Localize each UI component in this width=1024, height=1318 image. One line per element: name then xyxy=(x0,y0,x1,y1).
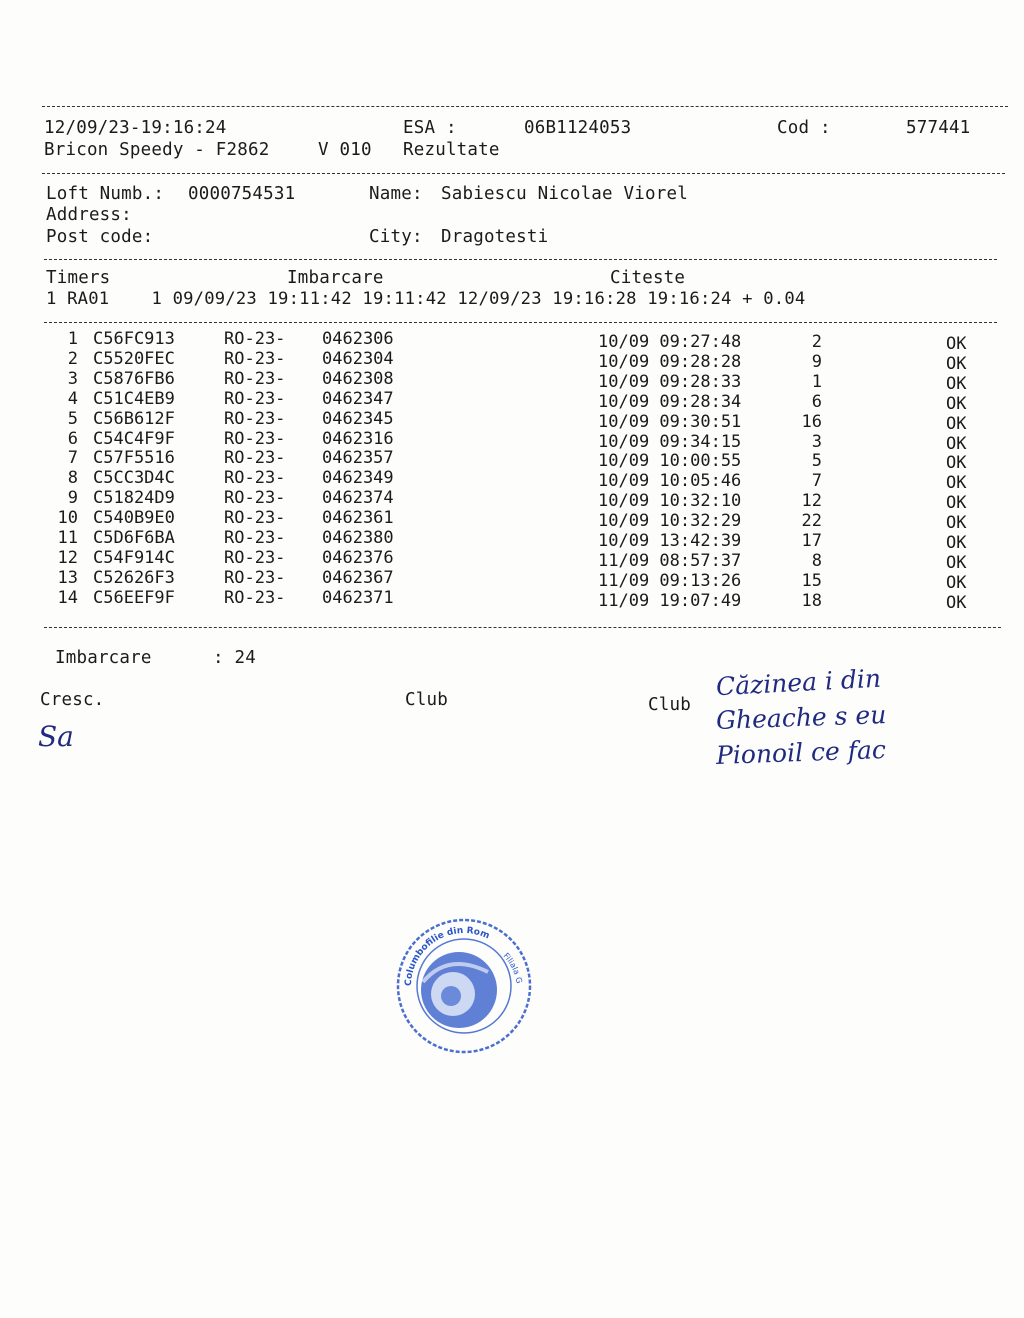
result-row-status: OK xyxy=(946,493,967,514)
result-row-position: 3 xyxy=(811,431,822,452)
result-row-number: 3 xyxy=(67,368,78,389)
table-row xyxy=(0,508,1024,534)
loft-name-label: Name: xyxy=(369,184,423,204)
timers-citeste-label: Citeste xyxy=(610,268,686,288)
result-row-position: 5 xyxy=(811,451,822,472)
result-row-ring-prefix: RO-23- xyxy=(224,547,286,568)
result-row-chip: C56B612F xyxy=(93,408,175,429)
result-row-arrival: 11/09 08:57:37 xyxy=(598,550,742,571)
result-row-ring-prefix: RO-23- xyxy=(224,428,286,449)
result-row-number: 13 xyxy=(57,567,78,588)
result-row-status: OK xyxy=(946,334,967,354)
result-row-ring-prefix: RO-23- xyxy=(224,587,286,608)
result-row-position: 15 xyxy=(801,570,822,591)
separator-timers xyxy=(44,322,997,323)
result-row-chip: C5D6F6BA xyxy=(93,528,175,548)
result-row-position: 12 xyxy=(801,491,822,512)
result-row-ring: 0462308 xyxy=(322,368,394,389)
result-row-arrival: 10/09 09:28:28 xyxy=(598,351,742,372)
result-row-status: OK xyxy=(946,413,967,434)
header-datetime: 12/09/23-19:16:24 xyxy=(44,118,227,138)
table-row xyxy=(0,348,1024,374)
handwritten-note-line-1: Căzinea i din xyxy=(715,663,882,702)
result-row-chip: C54C4F9F xyxy=(93,428,175,449)
header-version: V 010 xyxy=(318,140,372,160)
separator-results xyxy=(44,627,1001,628)
result-row-chip: C5CC3D4C xyxy=(93,468,175,489)
result-row-chip: C54F914C xyxy=(93,547,175,568)
result-row-number: 11 xyxy=(57,528,78,548)
result-row-ring: 0462347 xyxy=(322,388,394,409)
result-row-position: 1 xyxy=(811,371,822,392)
result-row-status: OK xyxy=(946,533,967,553)
table-row xyxy=(0,547,1024,573)
result-row-ring: 0462316 xyxy=(322,428,394,449)
result-row-arrival: 10/09 13:42:39 xyxy=(598,531,742,551)
result-row-ring-prefix: RO-23- xyxy=(224,567,286,588)
result-row-ring: 0462345 xyxy=(322,408,394,429)
result-row-arrival: 10/09 10:32:10 xyxy=(598,491,742,512)
result-row-chip: C51C4EB9 xyxy=(93,388,175,409)
result-row-status: OK xyxy=(946,473,967,494)
table-row xyxy=(0,428,1024,454)
loft-address-label: Address: xyxy=(46,205,132,225)
result-row-ring-prefix: RO-23- xyxy=(224,329,286,349)
result-row-number: 2 xyxy=(67,348,78,369)
header-device: Bricon Speedy - F2862 xyxy=(44,140,270,160)
footer-imbarcare-value: : 24 xyxy=(213,648,256,668)
result-row-position: 9 xyxy=(811,351,822,372)
footer-imbarcare-label: Imbarcare xyxy=(55,648,152,668)
result-row-ring-prefix: RO-23- xyxy=(224,348,286,369)
handwritten-note-line-2: Gheache s eu xyxy=(715,700,887,735)
header-report-title: Rezultate xyxy=(403,140,500,160)
loft-city-label: City: xyxy=(369,227,423,247)
footer-cresc-label: Cresc. xyxy=(40,690,105,710)
result-row-ring: 0462376 xyxy=(322,547,394,568)
result-row-ring-prefix: RO-23- xyxy=(224,528,286,548)
timers-line: 1 RA01 1 09/09/23 19:11:42 19:11:42 12/09/23 19:16:28 19:16:24 + 0.04 xyxy=(46,289,806,309)
result-row-ring: 0462371 xyxy=(322,587,394,608)
result-row-arrival: 11/09 19:07:49 xyxy=(598,590,742,611)
result-row-chip: C56FC913 xyxy=(93,329,175,349)
result-row-arrival: 10/09 10:32:29 xyxy=(598,511,742,532)
result-row-number: 6 xyxy=(67,428,78,449)
result-row-arrival: 10/09 09:28:33 xyxy=(598,371,742,392)
result-row-ring: 0462304 xyxy=(322,348,394,369)
result-row-position: 8 xyxy=(811,550,822,571)
header-esa-label: ESA : xyxy=(403,118,457,138)
result-row-ring: 0462380 xyxy=(322,528,394,548)
separator-top xyxy=(42,106,1008,107)
result-row-arrival: 10/09 10:00:55 xyxy=(598,451,742,472)
result-row-status: OK xyxy=(946,592,967,613)
result-row-status: OK xyxy=(946,353,967,374)
result-row-number: 12 xyxy=(57,547,78,568)
result-row-position: 7 xyxy=(811,471,822,492)
table-row xyxy=(0,528,1024,553)
result-row-ring: 0462357 xyxy=(322,448,394,469)
result-row-ring-prefix: RO-23- xyxy=(224,408,286,429)
result-row-arrival: 10/09 09:28:34 xyxy=(598,391,742,412)
table-row xyxy=(0,587,1024,613)
result-row-arrival: 10/09 09:30:51 xyxy=(598,411,742,432)
loft-name-value: Sabiescu Nicolae Viorel xyxy=(441,184,688,204)
timers-label: Timers xyxy=(46,268,111,288)
footer-club-label-2: Club xyxy=(648,695,691,715)
table-row xyxy=(0,388,1024,414)
result-row-ring: 0462374 xyxy=(322,488,394,509)
result-row-number: 5 xyxy=(67,408,78,429)
result-row-ring: 0462361 xyxy=(322,508,394,529)
loft-postcode-label: Post code: xyxy=(46,227,154,247)
result-row-number: 1 xyxy=(67,329,78,349)
result-row-position: 22 xyxy=(801,511,822,532)
stamp-text-top: Columbofilie din Rom xyxy=(403,925,491,987)
result-row-status: OK xyxy=(946,393,967,414)
result-row-ring-prefix: RO-23- xyxy=(224,448,286,469)
result-row-number: 8 xyxy=(67,468,78,489)
table-row xyxy=(0,368,1024,394)
result-row-ring-prefix: RO-23- xyxy=(224,368,286,389)
result-row-status: OK xyxy=(946,373,967,394)
table-row xyxy=(0,448,1024,474)
club-stamp xyxy=(393,912,535,1060)
result-row-chip: C56EEF9F xyxy=(93,587,175,608)
header-esa-value: 06B1124053 xyxy=(524,118,632,138)
footer-club-label-1: Club xyxy=(405,690,448,710)
result-row-ring: 0462306 xyxy=(322,329,394,349)
table-row xyxy=(0,468,1024,494)
separator-loft xyxy=(44,259,997,260)
signature: Sa xyxy=(38,720,74,753)
result-row-ring: 0462367 xyxy=(322,567,394,588)
table-row xyxy=(0,329,1024,354)
result-row-position: 2 xyxy=(811,332,822,352)
result-row-number: 10 xyxy=(57,508,78,529)
result-row-chip: C5876FB6 xyxy=(93,368,175,389)
handwritten-note-line-3: Pionoil ce fac xyxy=(715,735,887,770)
separator-header xyxy=(42,173,1005,174)
result-row-arrival: 10/09 10:05:46 xyxy=(598,471,742,492)
result-row-ring-prefix: RO-23- xyxy=(224,388,286,409)
result-row-ring-prefix: RO-23- xyxy=(224,468,286,489)
loft-number-label: Loft Numb.: xyxy=(46,184,165,204)
result-row-chip: C51824D9 xyxy=(93,488,175,509)
result-row-chip: C540B9E0 xyxy=(93,508,175,529)
result-row-chip: C5520FEC xyxy=(93,348,175,369)
result-row-arrival: 10/09 09:34:15 xyxy=(598,431,742,452)
result-row-status: OK xyxy=(946,572,967,593)
result-row-status: OK xyxy=(946,552,967,573)
loft-number-value: 0000754531 xyxy=(188,184,296,204)
result-row-position: 6 xyxy=(811,391,822,412)
result-row-ring: 0462349 xyxy=(322,468,394,489)
table-row xyxy=(0,408,1024,434)
result-row-position: 18 xyxy=(801,590,822,611)
timers-imbarcare-label: Imbarcare xyxy=(287,268,384,288)
result-row-number: 9 xyxy=(67,488,78,509)
result-row-number: 7 xyxy=(67,448,78,469)
stamp-text-right: Filiala G xyxy=(501,951,524,985)
result-row-number: 14 xyxy=(57,587,78,608)
table-row xyxy=(0,488,1024,514)
loft-city-value: Dragotesti xyxy=(441,227,549,247)
result-row-ring-prefix: RO-23- xyxy=(224,508,286,529)
result-row-status: OK xyxy=(946,433,967,454)
result-row-number: 4 xyxy=(67,388,78,409)
header-cod-value: 577441 xyxy=(906,118,971,138)
result-row-chip: C52626F3 xyxy=(93,567,175,588)
result-row-arrival: 10/09 09:27:48 xyxy=(598,332,742,352)
result-row-status: OK xyxy=(946,513,967,534)
result-row-ring-prefix: RO-23- xyxy=(224,488,286,509)
result-row-arrival: 11/09 09:13:26 xyxy=(598,570,742,591)
table-row xyxy=(0,567,1024,593)
result-row-position: 17 xyxy=(801,531,822,551)
result-row-position: 16 xyxy=(801,411,822,432)
result-row-status: OK xyxy=(946,453,967,474)
result-row-chip: C57F5516 xyxy=(93,448,175,469)
header-cod-label: Cod : xyxy=(777,118,831,138)
